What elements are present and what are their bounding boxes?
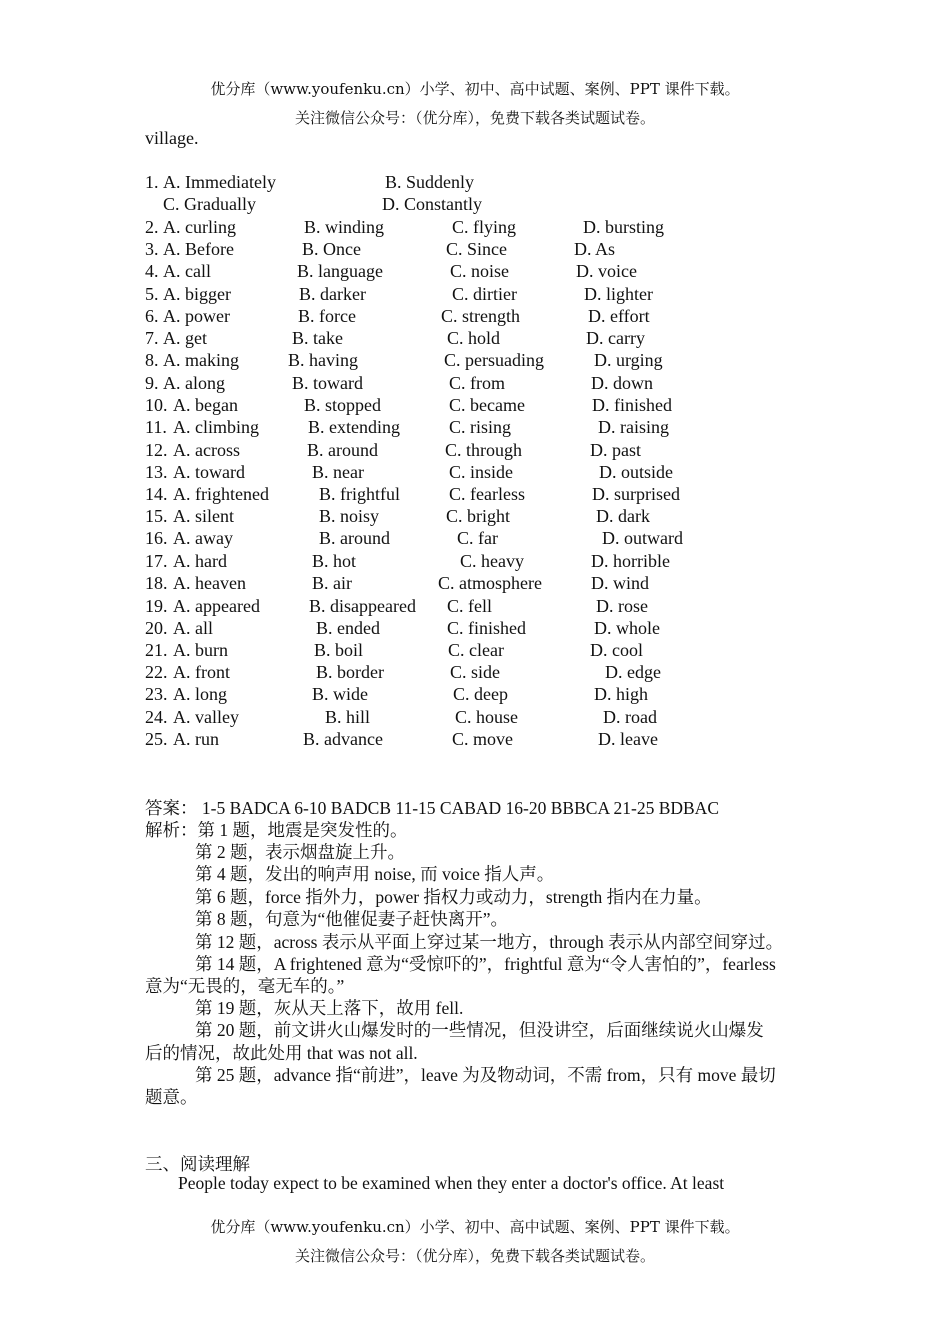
question-number: 13.	[145, 462, 168, 482]
option-b: B. around	[319, 528, 390, 548]
explanation-q8: 第 8 题，句意为“他催促妻子赶快离开”。	[195, 909, 509, 929]
option-a: A. silent	[173, 506, 234, 526]
option-d: D. voice	[576, 261, 637, 281]
option-c: C. move	[452, 729, 513, 749]
option-d: D. cool	[590, 640, 643, 660]
option-c: C. heavy	[460, 551, 524, 571]
option-d: D. outside	[599, 462, 673, 482]
question-number: 3.	[145, 239, 159, 259]
option-a: A. across	[173, 440, 240, 460]
option-b: B. having	[288, 350, 358, 370]
section-first-line: People today expect to be examined when they enter a doctor's office. At least	[178, 1173, 725, 1193]
option-d: D. wind	[591, 573, 649, 593]
option-c: C. house	[455, 707, 518, 727]
option-c: C. hold	[447, 328, 501, 348]
option-a: A. run	[173, 729, 219, 749]
question-number: 6.	[145, 306, 159, 326]
option-c: C. far	[457, 528, 498, 548]
question-number: 1.	[145, 172, 159, 192]
question-number: 11.	[145, 417, 167, 437]
option-a: A. began	[173, 395, 238, 415]
option-b: B. language	[297, 261, 383, 281]
explanation-q19: 第 19 题，灰从天上落下，故用 fell.	[195, 998, 464, 1018]
option-a: A. making	[163, 350, 239, 370]
question-number: 18.	[145, 573, 168, 593]
option-b: B. hot	[312, 551, 357, 571]
option-a: A. hard	[173, 551, 227, 571]
explanation-intro: 解析：第 1 题，地震是突发性的。	[145, 820, 408, 840]
option-b: B. take	[292, 328, 343, 348]
page-header-line-2: 关注微信公众号：（优分库），免费下载各类试题试卷。	[294, 109, 655, 127]
option-a: A. power	[163, 306, 230, 326]
page-header-line-1: 优分库（www.youfenku.cn）小学、初中、高中试题、案例、PPT 课件下载。	[210, 80, 740, 98]
option-a: A. Immediately	[163, 172, 276, 192]
question-number: 17.	[145, 551, 168, 571]
question-number: 20.	[145, 618, 168, 638]
option-a: A. valley	[173, 707, 239, 727]
option-b: B. Suddenly	[385, 172, 475, 192]
passage-continuation: village.	[145, 128, 199, 148]
explanation-q20-line-2: 后的情况，故此处用 that was not all.	[145, 1043, 418, 1063]
option-d: D. outward	[602, 528, 683, 548]
option-d: D. finished	[592, 395, 672, 415]
option-d: D. effort	[588, 306, 650, 326]
option-a: A. climbing	[173, 417, 259, 437]
explanation-q25-line-1: 第 25 题，advance 指“前进”，leave 为及物动词，不需 from，只有 move 最切	[195, 1065, 776, 1085]
option-d: D. raising	[598, 417, 669, 437]
option-b: B. wide	[312, 684, 368, 704]
option-c: C. fearless	[449, 484, 525, 504]
option-d: D. As	[574, 239, 616, 259]
option-a: A. along	[163, 373, 225, 393]
option-a: A. frightened	[173, 484, 269, 504]
option-a: A. burn	[173, 640, 228, 660]
question-number: 19.	[145, 596, 168, 616]
option-c: C. atmosphere	[438, 573, 542, 593]
option-d: D. carry	[586, 328, 645, 348]
option-c: C. noise	[450, 261, 510, 281]
option-b: B. noisy	[319, 506, 380, 526]
option-b: B. ended	[316, 618, 380, 638]
option-c: C. bright	[446, 506, 511, 526]
question-number: 22.	[145, 662, 168, 682]
option-a: A. appeared	[173, 596, 260, 616]
page-footer-line-1: 优分库（www.youfenku.cn）小学、初中、高中试题、案例、PPT 课件下载。	[210, 1218, 740, 1236]
option-b: B. border	[316, 662, 384, 682]
question-number: 2.	[145, 217, 159, 237]
question-number: 8.	[145, 350, 159, 370]
option-c: C. persuading	[444, 350, 544, 370]
option-d: D. dark	[596, 506, 650, 526]
section-heading: 三、阅读理解	[145, 1154, 250, 1174]
option-d: D. horrible	[591, 551, 670, 571]
option-d: D. edge	[605, 662, 661, 682]
question-number: 25.	[145, 729, 168, 749]
option-a: A. long	[173, 684, 227, 704]
option-c: C. rising	[449, 417, 512, 437]
option-b: B. stopped	[304, 395, 382, 415]
question-number: 16.	[145, 528, 168, 548]
option-c: C. side	[450, 662, 501, 682]
explanation-q20-line-1: 第 20 题，前文讲火山爆发时的一些情况，但没讲空，后面继续说火山爆发	[195, 1020, 764, 1040]
explanation-q6: 第 6 题，force 指外力，power 指权力或动力，strength 指内在力量。	[195, 887, 712, 907]
option-a: A. away	[173, 528, 233, 548]
option-a: A. get	[163, 328, 207, 348]
option-b: B. hill	[325, 707, 371, 727]
option-a: A. Before	[163, 239, 234, 259]
explanation-q4: 第 4 题，发出的响声用 noise, 而 voice 指人声。	[195, 864, 555, 884]
explanation-q25-line-2: 题意。	[145, 1087, 198, 1107]
option-d: D. surprised	[592, 484, 680, 504]
option-d: D. lighter	[584, 284, 653, 304]
option-c: C. from	[449, 373, 505, 393]
option-b: B. boil	[314, 640, 364, 660]
option-d: D. down	[591, 373, 653, 393]
option-b: B. extending	[308, 417, 400, 437]
question-number: 14.	[145, 484, 168, 504]
option-b: B. air	[312, 573, 352, 593]
option-c: C. flying	[452, 217, 517, 237]
option-c: C. inside	[449, 462, 514, 482]
question-number: 24.	[145, 707, 168, 727]
option-c: C. deep	[453, 684, 508, 704]
option-b: B. advance	[303, 729, 383, 749]
option-c: C. finished	[447, 618, 526, 638]
option-c: C. strength	[441, 306, 520, 326]
option-c: C. Since	[446, 239, 507, 259]
option-c: C. through	[445, 440, 523, 460]
page-footer-line-2: 关注微信公众号：（优分库），免费下载各类试题试卷。	[294, 1247, 655, 1265]
question-number: 10.	[145, 395, 168, 415]
option-d: D. bursting	[583, 217, 664, 237]
question-number: 5.	[145, 284, 159, 304]
question-number: 4.	[145, 261, 159, 281]
option-b: B. around	[307, 440, 378, 460]
option-d: D. urging	[594, 350, 663, 370]
option-d: D. Constantly	[382, 194, 483, 214]
option-c: C. became	[449, 395, 525, 415]
option-b: B. winding	[304, 217, 385, 237]
option-b: B. toward	[292, 373, 363, 393]
explanation-q2: 第 2 题，表示烟盘旋上升。	[195, 842, 405, 862]
question-number: 7.	[145, 328, 159, 348]
question-number: 12.	[145, 440, 168, 460]
explanation-q14-line-2: 意为“无畏的，毫无车的。”	[145, 976, 345, 996]
question-number: 9.	[145, 373, 159, 393]
option-b: B. disappeared	[309, 596, 416, 616]
question-number: 21.	[145, 640, 168, 660]
option-a: A. bigger	[163, 284, 231, 304]
question-number: 23.	[145, 684, 168, 704]
option-b: B. force	[298, 306, 356, 326]
option-d: D. past	[590, 440, 641, 460]
option-b: B. Once	[302, 239, 361, 259]
option-a: A. heaven	[173, 573, 246, 593]
option-d: D. road	[603, 707, 657, 727]
option-a: A. all	[173, 618, 213, 638]
explanation-q12: 第 12 题，across 表示从平面上穿过某一地方，through 表示从内部空间穿过。	[195, 932, 784, 952]
question-number: 15.	[145, 506, 168, 526]
option-a: A. toward	[173, 462, 245, 482]
option-c: C. fell	[447, 596, 492, 616]
option-d: D. rose	[596, 596, 648, 616]
option-c: C. dirtier	[452, 284, 517, 304]
option-a: A. curling	[163, 217, 236, 237]
option-b: B. darker	[299, 284, 366, 304]
answer-key: 答案： 1-5 BADCA 6-10 BADCB 11-15 CABAD 16-20 BBBCA 21-25 BDBAC	[145, 798, 719, 818]
option-d: D. leave	[598, 729, 658, 749]
option-c: C. clear	[448, 640, 504, 660]
option-d: D. high	[594, 684, 648, 704]
option-c: C. Gradually	[163, 194, 256, 214]
option-a: A. call	[163, 261, 211, 281]
explanation-q14-line-1: 第 14 题，A frightened 意为“受惊吓的”，frightful 意为“令人害怕的”，fearless	[195, 954, 776, 974]
option-b: B. near	[312, 462, 364, 482]
option-b: B. frightful	[319, 484, 400, 504]
option-d: D. whole	[594, 618, 660, 638]
option-a: A. front	[173, 662, 230, 682]
